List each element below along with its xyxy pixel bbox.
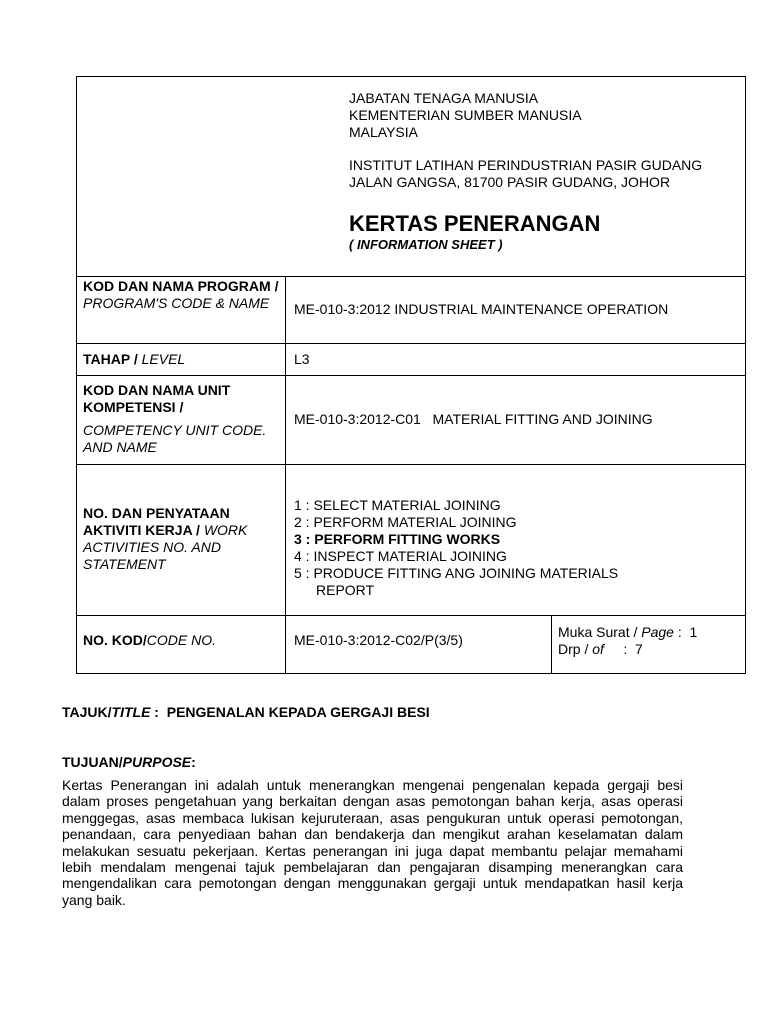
level-label: TAHAP / bbox=[83, 351, 138, 367]
purpose-body: Kertas Penerangan ini adalah untuk menerangkan mengenai pengenalan kepada gergaji besi dalam proses pengetahuan yang berkaitan dengan asas pemotongan bahan kerja, asas operasi menggegas, asas membaca lukisan kejuruteraan, asas pengukuran untuk operasi pemotongan, penandaan, cara penyediaan bahan dan bendakerja dan mengikut arahan keselamatan dalam melakukan sesuatu pekerjaan. Kertas penerangan ini juga dapat membantu pelajar memahami lebih mendalam mengenai tajuk pembelajaran dan pengajaran disamping menerangkan cara mengendalikan cara pemotongan dengan menggunakan gergaji untuk mendapatkan hasil kerja yang baik. bbox=[62, 777, 683, 908]
purpose-heading bbox=[62, 754, 683, 771]
code-label-cell bbox=[77, 616, 286, 674]
code-value: ME-010-3:2012-C02/P(3/5) bbox=[294, 632, 463, 648]
institution-line: KEMENTERIAN SUMBER MANUSIA bbox=[349, 107, 582, 123]
activity-label-en: WORK ACTIVITIES NO. AND STATEMENT bbox=[83, 522, 248, 572]
level-label-cell bbox=[77, 344, 286, 376]
level-value: L3 bbox=[294, 351, 310, 367]
institution-line: JALAN GANGSA, 81700 PASIR GUDANG, JOHOR bbox=[349, 174, 671, 190]
unit-label-cell bbox=[77, 376, 286, 465]
document-title: : PENGENALAN KEPADA GERGAJI BESI bbox=[150, 704, 430, 720]
code-label-en: CODE NO. bbox=[146, 632, 217, 648]
activity-item: 5 : PRODUCE FITTING ANG JOINING MATERIALS bbox=[294, 565, 619, 581]
program-label-en: PROGRAM'S CODE & NAME bbox=[83, 295, 270, 311]
page-total: Drp / of : 7 bbox=[558, 641, 643, 657]
purpose-colon: : bbox=[191, 754, 196, 770]
institution-block bbox=[349, 90, 702, 253]
purpose-label: TUJUAN/ bbox=[62, 754, 123, 770]
unit-value: ME-010-3:2012-C01 MATERIAL FITTING AND JOINING bbox=[294, 411, 653, 427]
activity-label: NO. DAN PENYATAAN AKTIVITI KERJA / bbox=[83, 505, 230, 538]
purpose-label-en: PURPOSE bbox=[122, 754, 192, 770]
level-value-cell bbox=[286, 344, 746, 376]
code-label: NO. KOD/ bbox=[83, 632, 147, 648]
institution-line: INSTITUT LATIHAN PERINDUSTRIAN PASIR GUDANG bbox=[349, 157, 703, 173]
activity-list bbox=[294, 497, 737, 599]
sheet-subtitle: ( INFORMATION SHEET ) bbox=[349, 237, 503, 252]
institution-line: MALAYSIA bbox=[349, 124, 418, 140]
activity-item: REPORT bbox=[316, 582, 375, 598]
title-label: TAJUK/ bbox=[62, 704, 112, 720]
program-value-cell bbox=[286, 277, 746, 344]
sheet-title: KERTAS PENERANGAN bbox=[349, 211, 601, 236]
code-value-cell bbox=[286, 616, 552, 674]
activity-item: 4 : INSPECT MATERIAL JOINING bbox=[294, 548, 507, 564]
activity-item: 2 : PERFORM MATERIAL JOINING bbox=[294, 514, 517, 530]
level-label-en: LEVEL bbox=[141, 351, 186, 367]
activity-label-cell bbox=[77, 465, 286, 616]
information-sheet-table bbox=[76, 76, 746, 674]
title-label-en: TITLE bbox=[111, 704, 151, 720]
unit-label-en: COMPETENCY UNIT CODE. AND NAME bbox=[83, 422, 267, 455]
page-number: Muka Surat / Page : 1 bbox=[558, 624, 698, 640]
page-info-cell bbox=[552, 616, 746, 674]
activity-value-cell bbox=[286, 465, 746, 616]
program-label: KOD DAN NAMA PROGRAM / bbox=[83, 278, 279, 294]
program-value: ME-010-3:2012 INDUSTRIAL MAINTENANCE OPERATION bbox=[294, 301, 669, 317]
institution-line: JABATAN TENAGA MANUSIA bbox=[349, 90, 539, 106]
activity-item-current: 3 : PERFORM FITTING WORKS bbox=[294, 531, 501, 547]
header-cell bbox=[77, 77, 746, 277]
program-label-cell bbox=[77, 277, 286, 344]
document-title-line bbox=[62, 704, 683, 721]
unit-label: KOD DAN NAMA UNIT KOMPETENSI / bbox=[83, 382, 231, 415]
activity-item: 1 : SELECT MATERIAL JOINING bbox=[294, 497, 501, 513]
unit-value-cell bbox=[286, 376, 746, 465]
